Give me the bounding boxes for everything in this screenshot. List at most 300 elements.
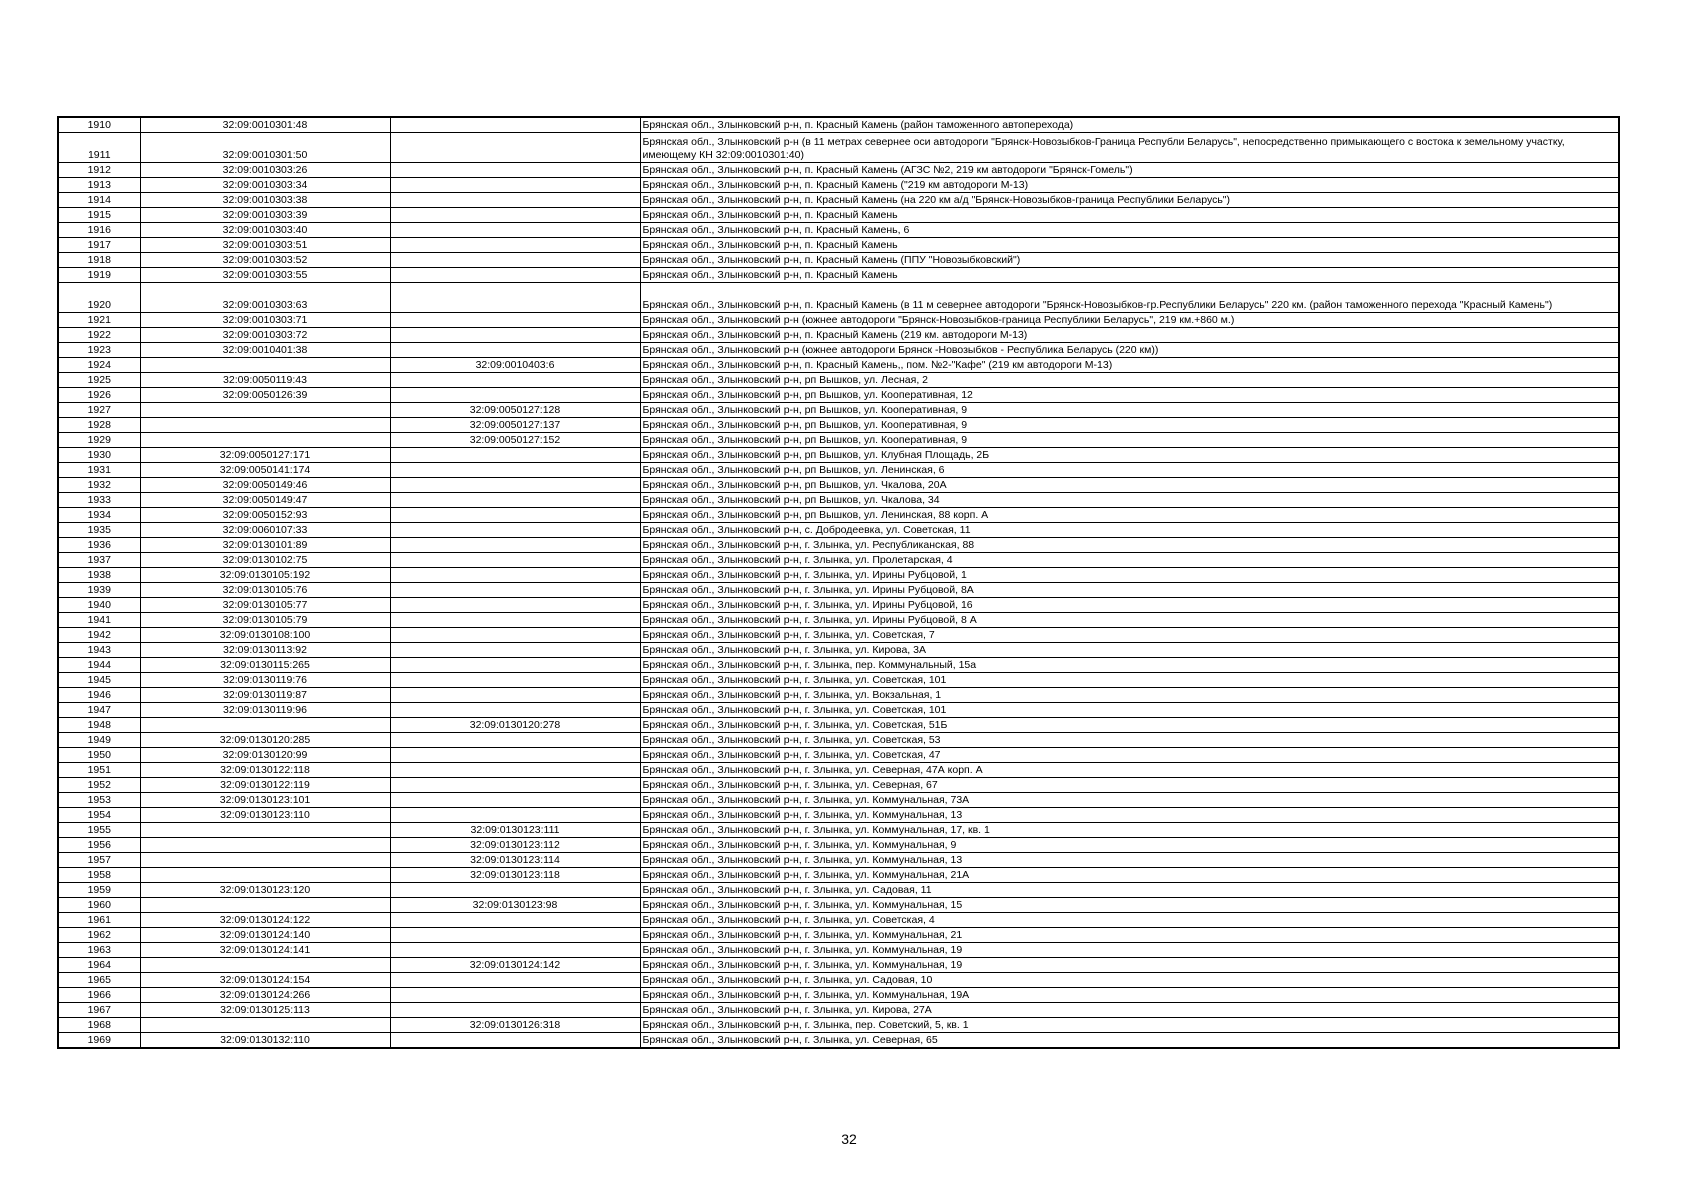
address-cell: Брянская обл., Злынковский р-н, г. Злынка, ул. Садовая, 10 — [640, 973, 1619, 988]
table-row — [58, 523, 1619, 538]
table-row — [58, 988, 1619, 1003]
cadastral-number-cell: 32:09:0130102:75 — [140, 553, 390, 568]
address-cell: Брянская обл., Злынковский р-н, г. Злынка, ул. Пролетарская, 4 — [640, 553, 1619, 568]
building-cadastral-number-cell — [390, 943, 640, 958]
building-cadastral-number-cell — [390, 763, 640, 778]
row-number-cell: 1928 — [58, 418, 140, 433]
cadastral-number-cell: 32:09:0010303:39 — [140, 208, 390, 223]
address-cell: Брянская обл., Злынковский р-н, г. Злынка, ул. Коммунальная, 17, кв. 1 — [640, 823, 1619, 838]
building-cadastral-number-cell — [390, 928, 640, 943]
table-row — [58, 223, 1619, 238]
cadastral-number-cell — [140, 433, 390, 448]
row-number-cell: 1922 — [58, 328, 140, 343]
row-number-cell: 1944 — [58, 658, 140, 673]
table-row — [58, 538, 1619, 553]
building-cadastral-number-cell — [390, 913, 640, 928]
table-row — [58, 418, 1619, 433]
cadastral-number-cell: 32:09:0130123:110 — [140, 808, 390, 823]
building-cadastral-number-cell: 32:09:0130123:118 — [390, 868, 640, 883]
address-cell: Брянская обл., Злынковский р-н, г. Злынка, ул. Советская, 7 — [640, 628, 1619, 643]
building-cadastral-number-cell — [390, 643, 640, 658]
cadastral-number-cell: 32:09:0130124:122 — [140, 913, 390, 928]
cadastral-number-cell: 32:09:0130105:79 — [140, 613, 390, 628]
building-cadastral-number-cell — [390, 208, 640, 223]
building-cadastral-number-cell — [390, 1033, 640, 1049]
address-cell: Брянская обл., Злынковский р-н, г. Злынка, ул. Ирины Рубцовой, 8А — [640, 583, 1619, 598]
row-number-cell: 1914 — [58, 193, 140, 208]
page-number: 32 — [841, 1131, 857, 1147]
table-row — [58, 838, 1619, 853]
row-number-cell: 1948 — [58, 718, 140, 733]
table-row — [58, 208, 1619, 223]
cadastral-number-cell: 32:09:0130124:154 — [140, 973, 390, 988]
table-body — [58, 117, 1619, 1048]
address-cell: Брянская обл., Злынковский р-н, п. Красный Камень — [640, 238, 1619, 253]
row-number-cell: 1927 — [58, 403, 140, 418]
address-cell: Брянская обл., Злынковский р-н, п. Красный Камень, 6 — [640, 223, 1619, 238]
row-number-cell: 1935 — [58, 523, 140, 538]
row-number-cell: 1955 — [58, 823, 140, 838]
table-row — [58, 117, 1619, 133]
building-cadastral-number-cell — [390, 988, 640, 1003]
cadastral-number-cell — [140, 403, 390, 418]
building-cadastral-number-cell — [390, 598, 640, 613]
row-number-cell: 1934 — [58, 508, 140, 523]
building-cadastral-number-cell: 32:09:0130123:111 — [390, 823, 640, 838]
table-row — [58, 763, 1619, 778]
building-cadastral-number-cell — [390, 703, 640, 718]
cadastral-number-cell — [140, 823, 390, 838]
table-row — [58, 1003, 1619, 1018]
table-row — [58, 463, 1619, 478]
building-cadastral-number-cell — [390, 328, 640, 343]
building-cadastral-number-cell — [390, 343, 640, 358]
cadastral-number-cell: 32:09:0010303:71 — [140, 313, 390, 328]
cadastral-number-cell: 32:09:0060107:33 — [140, 523, 390, 538]
building-cadastral-number-cell: 32:09:0130126:318 — [390, 1018, 640, 1033]
address-cell: Брянская обл., Злынковский р-н, г. Злынка, ул. Коммунальная, 13 — [640, 853, 1619, 868]
cadastral-number-cell: 32:09:0010401:38 — [140, 343, 390, 358]
building-cadastral-number-cell — [390, 733, 640, 748]
address-cell: Брянская обл., Злынковский р-н, г. Злынка, ул. Ирины Рубцовой, 1 — [640, 568, 1619, 583]
address-cell: Брянская обл., Злынковский р-н, рп Вышков, ул. Кооперативная, 9 — [640, 403, 1619, 418]
row-number-cell: 1929 — [58, 433, 140, 448]
row-number-cell: 1965 — [58, 973, 140, 988]
cadastral-number-cell — [140, 1018, 390, 1033]
row-number-cell: 1924 — [58, 358, 140, 373]
table-row — [58, 253, 1619, 268]
table-row — [58, 568, 1619, 583]
address-cell: Брянская обл., Злынковский р-н, г. Злынка, ул. Коммунальная, 19 — [640, 958, 1619, 973]
address-cell: Брянская обл., Злынковский р-н, г. Злынка, ул. Советская, 101 — [640, 673, 1619, 688]
row-number-cell: 1930 — [58, 448, 140, 463]
table-row — [58, 883, 1619, 898]
address-cell: Брянская обл., Злынковский р-н (южнее автодороги "Брянск-Новозыбков-граница Республики Беларусь", 219 км.+860 м.) — [640, 313, 1619, 328]
table-row — [58, 778, 1619, 793]
cadastral-number-cell — [140, 898, 390, 913]
row-number-cell: 1913 — [58, 178, 140, 193]
address-cell: Брянская обл., Злынковский р-н, п. Красный Камень (на 220 км а/д "Брянск-Новозыбков-граница Республики Беларусь") — [640, 193, 1619, 208]
row-number-cell: 1921 — [58, 313, 140, 328]
address-cell: Брянская обл., Злынковский р-н, г. Злынка, ул. Вокзальная, 1 — [640, 688, 1619, 703]
row-number-cell: 1920 — [58, 283, 140, 313]
cadastral-number-cell — [140, 868, 390, 883]
row-number-cell: 1966 — [58, 988, 140, 1003]
cadastral-number-cell — [140, 838, 390, 853]
table-row — [58, 898, 1619, 913]
address-cell: Брянская обл., Злынковский р-н, г. Злынка, ул. Коммунальная, 19А — [640, 988, 1619, 1003]
row-number-cell: 1946 — [58, 688, 140, 703]
table-row — [58, 658, 1619, 673]
row-number-cell: 1939 — [58, 583, 140, 598]
address-cell: Брянская обл., Злынковский р-н, рп Вышков, ул. Кооперативная, 9 — [640, 418, 1619, 433]
building-cadastral-number-cell — [390, 117, 640, 133]
table-row — [58, 613, 1619, 628]
table-row — [58, 718, 1619, 733]
cadastral-number-cell: 32:09:0010301:50 — [140, 133, 390, 163]
building-cadastral-number-cell — [390, 178, 640, 193]
table-row — [58, 163, 1619, 178]
table-row — [58, 973, 1619, 988]
building-cadastral-number-cell — [390, 253, 640, 268]
row-number-cell: 1951 — [58, 763, 140, 778]
cadastral-number-cell: 32:09:0130119:96 — [140, 703, 390, 718]
row-number-cell: 1949 — [58, 733, 140, 748]
building-cadastral-number-cell — [390, 283, 640, 313]
cadastral-number-cell: 32:09:0130119:76 — [140, 673, 390, 688]
row-number-cell: 1941 — [58, 613, 140, 628]
cadastral-number-cell: 32:09:0010303:40 — [140, 223, 390, 238]
row-number-cell: 1952 — [58, 778, 140, 793]
cadastral-number-cell: 32:09:0010303:72 — [140, 328, 390, 343]
cadastral-number-cell: 32:09:0130120:99 — [140, 748, 390, 763]
building-cadastral-number-cell — [390, 613, 640, 628]
address-cell: Брянская обл., Злынковский р-н, г. Злынка, ул. Советская, 101 — [640, 703, 1619, 718]
table-row — [58, 823, 1619, 838]
address-cell: Брянская обл., Злынковский р-н, г. Злынка, ул. Советская, 53 — [640, 733, 1619, 748]
table-row — [58, 553, 1619, 568]
row-number-cell: 1943 — [58, 643, 140, 658]
address-cell: Брянская обл., Злынковский р-н, рп Вышков, ул. Кооперативная, 12 — [640, 388, 1619, 403]
building-cadastral-number-cell: 32:09:0010403:6 — [390, 358, 640, 373]
table-row — [58, 688, 1619, 703]
building-cadastral-number-cell: 32:09:0130123:112 — [390, 838, 640, 853]
building-cadastral-number-cell — [390, 583, 640, 598]
row-number-cell: 1933 — [58, 493, 140, 508]
building-cadastral-number-cell — [390, 448, 640, 463]
building-cadastral-number-cell: 32:09:0130120:278 — [390, 718, 640, 733]
building-cadastral-number-cell — [390, 748, 640, 763]
cadastral-number-cell: 32:09:0050127:171 — [140, 448, 390, 463]
address-cell: Брянская обл., Злынковский р-н, г. Злынка, ул. Советская, 51Б — [640, 718, 1619, 733]
row-number-cell: 1912 — [58, 163, 140, 178]
row-number-cell: 1947 — [58, 703, 140, 718]
building-cadastral-number-cell — [390, 388, 640, 403]
row-number-cell: 1940 — [58, 598, 140, 613]
cadastral-number-cell: 32:09:0050152:93 — [140, 508, 390, 523]
building-cadastral-number-cell — [390, 538, 640, 553]
table-row — [58, 1018, 1619, 1033]
address-cell: Брянская обл., Злынковский р-н, рп Вышков, ул. Клубная Площадь, 2Б — [640, 448, 1619, 463]
building-cadastral-number-cell — [390, 463, 640, 478]
row-number-cell: 1963 — [58, 943, 140, 958]
table-row — [58, 178, 1619, 193]
table-row — [58, 748, 1619, 763]
building-cadastral-number-cell — [390, 133, 640, 163]
row-number-cell: 1911 — [58, 133, 140, 163]
table-row — [58, 808, 1619, 823]
cadastral-number-cell: 32:09:0050149:47 — [140, 493, 390, 508]
row-number-cell: 1954 — [58, 808, 140, 823]
cadastral-number-cell: 32:09:0130125:113 — [140, 1003, 390, 1018]
building-cadastral-number-cell — [390, 523, 640, 538]
address-cell: Брянская обл., Злынковский р-н, п. Красный Камень ("219 км автодороги М-13) — [640, 178, 1619, 193]
cadastral-number-cell: 32:09:0050119:43 — [140, 373, 390, 388]
building-cadastral-number-cell — [390, 238, 640, 253]
building-cadastral-number-cell — [390, 478, 640, 493]
table-row — [58, 583, 1619, 598]
table-row — [58, 643, 1619, 658]
cadastral-number-cell: 32:09:0010301:48 — [140, 117, 390, 133]
table-row — [58, 928, 1619, 943]
table-row — [58, 268, 1619, 283]
address-cell: Брянская обл., Злынковский р-н, г. Злынка, ул. Советская, 47 — [640, 748, 1619, 763]
row-number-cell: 1916 — [58, 223, 140, 238]
address-cell: Брянская обл., Злынковский р-н, г. Злынка, ул. Коммунальная, 73А — [640, 793, 1619, 808]
row-number-cell: 1931 — [58, 463, 140, 478]
table-row — [58, 448, 1619, 463]
cadastral-number-cell: 32:09:0010303:26 — [140, 163, 390, 178]
building-cadastral-number-cell: 32:09:0130123:114 — [390, 853, 640, 868]
address-cell: Брянская обл., Злынковский р-н, рп Вышков, ул. Лесная, 2 — [640, 373, 1619, 388]
row-number-cell: 1969 — [58, 1033, 140, 1049]
address-cell: Брянская обл., Злынковский р-н, г. Злынка, ул. Коммунальная, 15 — [640, 898, 1619, 913]
cadastral-number-cell: 32:09:0130123:101 — [140, 793, 390, 808]
building-cadastral-number-cell — [390, 568, 640, 583]
address-cell: Брянская обл., Злынковский р-н, рп Вышков, ул. Ленинская, 6 — [640, 463, 1619, 478]
table-row — [58, 1033, 1619, 1049]
address-cell: Брянская обл., Злынковский р-н, п. Красный Камень — [640, 268, 1619, 283]
cadastral-number-cell: 32:09:0130124:141 — [140, 943, 390, 958]
cadastral-number-cell — [140, 718, 390, 733]
building-cadastral-number-cell — [390, 973, 640, 988]
building-cadastral-number-cell — [390, 778, 640, 793]
building-cadastral-number-cell: 32:09:0050127:137 — [390, 418, 640, 433]
cadastral-number-cell — [140, 358, 390, 373]
building-cadastral-number-cell — [390, 373, 640, 388]
table-row — [58, 358, 1619, 373]
cadastral-number-cell: 32:09:0010303:55 — [140, 268, 390, 283]
cadastral-number-cell — [140, 418, 390, 433]
cadastral-number-cell: 32:09:0130132:110 — [140, 1033, 390, 1049]
cadastral-number-cell: 32:09:0130105:77 — [140, 598, 390, 613]
address-cell: Брянская обл., Злынковский р-н, г. Злынка, ул. Коммунальная, 19 — [640, 943, 1619, 958]
table-row — [58, 703, 1619, 718]
address-cell: Брянская обл., Злынковский р-н, г. Злынка, ул. Ирины Рубцовой, 8 А — [640, 613, 1619, 628]
cadastral-number-cell: 32:09:0130115:265 — [140, 658, 390, 673]
table-row — [58, 628, 1619, 643]
row-number-cell: 1936 — [58, 538, 140, 553]
cadastral-number-cell: 32:09:0130120:285 — [140, 733, 390, 748]
row-number-cell: 1959 — [58, 883, 140, 898]
row-number-cell: 1961 — [58, 913, 140, 928]
table-row — [58, 598, 1619, 613]
cadastral-number-cell: 32:09:0010303:38 — [140, 193, 390, 208]
building-cadastral-number-cell — [390, 808, 640, 823]
address-cell: Брянская обл., Злынковский р-н, г. Злынка, ул. Ирины Рубцовой, 16 — [640, 598, 1619, 613]
table-row — [58, 373, 1619, 388]
row-number-cell: 1956 — [58, 838, 140, 853]
address-cell: Брянская обл., Злынковский р-н, п. Красный Камень (219 км. автодороги М-13) — [640, 328, 1619, 343]
cadastral-table — [57, 116, 1620, 1049]
address-cell: Брянская обл., Злынковский р-н, рп Вышков, ул. Кооперативная, 9 — [640, 433, 1619, 448]
building-cadastral-number-cell — [390, 793, 640, 808]
address-cell: Брянская обл., Злынковский р-н, п. Красный Камень — [640, 208, 1619, 223]
row-number-cell: 1932 — [58, 478, 140, 493]
table-row — [58, 433, 1619, 448]
row-number-cell: 1917 — [58, 238, 140, 253]
address-cell: Брянская обл., Злынковский р-н, г. Злынка, ул. Коммунальная, 9 — [640, 838, 1619, 853]
cadastral-number-cell: 32:09:0010303:51 — [140, 238, 390, 253]
address-cell: Брянская обл., Злынковский р-н, п. Красный Камень,, пом. №2-"Кафе" (219 км автодороги М-13) — [640, 358, 1619, 373]
row-number-cell: 1957 — [58, 853, 140, 868]
building-cadastral-number-cell — [390, 658, 640, 673]
cadastral-number-cell: 32:09:0050141:174 — [140, 463, 390, 478]
cadastral-number-cell: 32:09:0130124:266 — [140, 988, 390, 1003]
building-cadastral-number-cell: 32:09:0050127:128 — [390, 403, 640, 418]
row-number-cell: 1937 — [58, 553, 140, 568]
building-cadastral-number-cell: 32:09:0130123:98 — [390, 898, 640, 913]
table-row — [58, 958, 1619, 973]
address-cell: Брянская обл., Злынковский р-н, г. Злынка, ул. Коммунальная, 21 — [640, 928, 1619, 943]
row-number-cell: 1967 — [58, 1003, 140, 1018]
cadastral-number-cell: 32:09:0130105:192 — [140, 568, 390, 583]
building-cadastral-number-cell — [390, 193, 640, 208]
table-row — [58, 733, 1619, 748]
address-cell: Брянская обл., Злынковский р-н (южнее автодороги Брянск -Новозыбков - Республика Беларусь (220 км)) — [640, 343, 1619, 358]
row-number-cell: 1925 — [58, 373, 140, 388]
address-cell: Брянская обл., Злынковский р-н, г. Злынка, ул. Коммунальная, 13 — [640, 808, 1619, 823]
cadastral-number-cell — [140, 958, 390, 973]
address-cell: Брянская обл., Злынковский р-н, п. Красный Камень (ППУ "Новозыбковский") — [640, 253, 1619, 268]
cadastral-number-cell: 32:09:0130123:120 — [140, 883, 390, 898]
address-cell: Брянская обл., Злынковский р-н, п. Красный Камень (в 11 м севернее автодороги "Брянск-Новозыбков-гр.Республики Беларусь" 220 км. (район таможенного перехода "Красный Камень") — [640, 283, 1619, 313]
building-cadastral-number-cell — [390, 1003, 640, 1018]
table-row — [58, 283, 1619, 313]
address-cell: Брянская обл., Злынковский р-н, г. Злынка, ул. Садовая, 11 — [640, 883, 1619, 898]
address-cell: Брянская обл., Злынковский р-н, рп Вышков, ул. Чкалова, 34 — [640, 493, 1619, 508]
table-row — [58, 493, 1619, 508]
building-cadastral-number-cell: 32:09:0130124:142 — [390, 958, 640, 973]
table-row — [58, 193, 1619, 208]
row-number-cell: 1942 — [58, 628, 140, 643]
building-cadastral-number-cell — [390, 223, 640, 238]
building-cadastral-number-cell — [390, 163, 640, 178]
cadastral-number-cell — [140, 853, 390, 868]
cadastral-number-cell: 32:09:0130108:100 — [140, 628, 390, 643]
cadastral-number-cell: 32:09:0130119:87 — [140, 688, 390, 703]
building-cadastral-number-cell — [390, 673, 640, 688]
address-cell: Брянская обл., Злынковский р-н, г. Злынка, ул. Кирова, 27А — [640, 1003, 1619, 1018]
row-number-cell: 1926 — [58, 388, 140, 403]
cadastral-number-cell: 32:09:0050149:46 — [140, 478, 390, 493]
table-row — [58, 313, 1619, 328]
address-cell: Брянская обл., Злынковский р-н, г. Злынка, ул. Советская, 4 — [640, 913, 1619, 928]
table-row — [58, 403, 1619, 418]
table-row — [58, 478, 1619, 493]
row-number-cell: 1938 — [58, 568, 140, 583]
cadastral-number-cell: 32:09:0130122:118 — [140, 763, 390, 778]
address-cell: Брянская обл., Злынковский р-н, г. Злынка, ул. Кирова, 3А — [640, 643, 1619, 658]
cadastral-number-cell: 32:09:0130101:89 — [140, 538, 390, 553]
table-row — [58, 328, 1619, 343]
address-cell: Брянская обл., Злынковский р-н, г. Злынка, ул. Республиканская, 88 — [640, 538, 1619, 553]
row-number-cell: 1910 — [58, 117, 140, 133]
address-cell: Брянская обл., Злынковский р-н, г. Злынка, ул. Северная, 47А корп. А — [640, 763, 1619, 778]
table-row — [58, 853, 1619, 868]
cadastral-number-cell: 32:09:0050126:39 — [140, 388, 390, 403]
address-cell: Брянская обл., Злынковский р-н (в 11 метрах севернее оси автодороги "Брянск-Новозыбков-Граница Республи Беларусь", непосредственно примыкающего с востока к земельному участку, имеющему КН 32:09:0010301:40) — [640, 133, 1619, 163]
table-row — [58, 133, 1619, 163]
building-cadastral-number-cell — [390, 553, 640, 568]
table-row — [58, 943, 1619, 958]
cadastral-number-cell: 32:09:0010303:34 — [140, 178, 390, 193]
building-cadastral-number-cell — [390, 883, 640, 898]
address-cell: Брянская обл., Злынковский р-н, п. Красный Камень (АГЗС №2, 219 км автодороги "Брянск-Гомель") — [640, 163, 1619, 178]
address-cell: Брянская обл., Злынковский р-н, г. Злынка, ул. Северная, 65 — [640, 1033, 1619, 1049]
building-cadastral-number-cell — [390, 508, 640, 523]
cadastral-number-cell: 32:09:0130105:76 — [140, 583, 390, 598]
cadastral-number-cell: 32:09:0010303:52 — [140, 253, 390, 268]
building-cadastral-number-cell — [390, 268, 640, 283]
table-row — [58, 388, 1619, 403]
table-row — [58, 673, 1619, 688]
row-number-cell: 1958 — [58, 868, 140, 883]
table-row — [58, 238, 1619, 253]
address-cell: Брянская обл., Злынковский р-н, с. Добродеевка, ул. Советская, 11 — [640, 523, 1619, 538]
address-cell: Брянская обл., Злынковский р-н, п. Красный Камень (район таможенного автоперехода) — [640, 117, 1619, 133]
cadastral-number-cell: 32:09:0010303:63 — [140, 283, 390, 313]
table-row — [58, 508, 1619, 523]
cadastral-number-cell: 32:09:0130113:92 — [140, 643, 390, 658]
address-cell: Брянская обл., Злынковский р-н, г. Злынка, пер. Коммунальный, 15а — [640, 658, 1619, 673]
cadastral-number-cell: 32:09:0130124:140 — [140, 928, 390, 943]
cadastral-number-cell: 32:09:0130122:119 — [140, 778, 390, 793]
row-number-cell: 1923 — [58, 343, 140, 358]
address-cell: Брянская обл., Злынковский р-н, рп Вышков, ул. Чкалова, 20А — [640, 478, 1619, 493]
address-cell: Брянская обл., Злынковский р-н, г. Злынка, ул. Северная, 67 — [640, 778, 1619, 793]
row-number-cell: 1945 — [58, 673, 140, 688]
table-row — [58, 868, 1619, 883]
building-cadastral-number-cell — [390, 493, 640, 508]
row-number-cell: 1953 — [58, 793, 140, 808]
building-cadastral-number-cell — [390, 688, 640, 703]
row-number-cell: 1962 — [58, 928, 140, 943]
row-number-cell: 1915 — [58, 208, 140, 223]
table-row — [58, 343, 1619, 358]
address-cell: Брянская обл., Злынковский р-н, г. Злынка, ул. Коммунальная, 21А — [640, 868, 1619, 883]
row-number-cell: 1968 — [58, 1018, 140, 1033]
row-number-cell: 1950 — [58, 748, 140, 763]
address-cell: Брянская обл., Злынковский р-н, г. Злынка, пер. Советский, 5, кв. 1 — [640, 1018, 1619, 1033]
building-cadastral-number-cell — [390, 628, 640, 643]
table-row — [58, 913, 1619, 928]
table-row — [58, 793, 1619, 808]
row-number-cell: 1960 — [58, 898, 140, 913]
building-cadastral-number-cell: 32:09:0050127:152 — [390, 433, 640, 448]
row-number-cell: 1918 — [58, 253, 140, 268]
building-cadastral-number-cell — [390, 313, 640, 328]
